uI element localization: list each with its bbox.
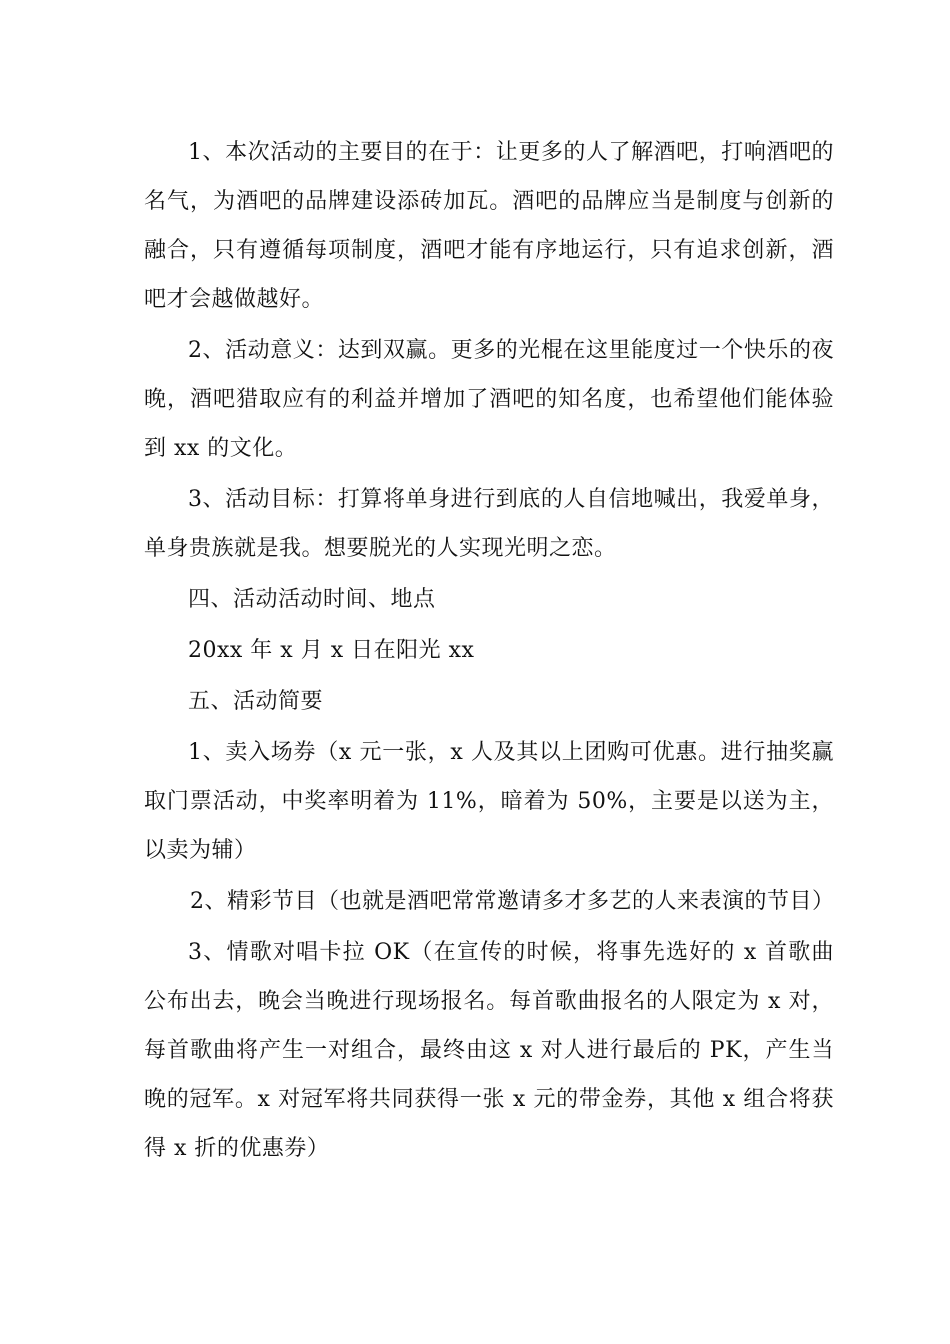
paragraph-performances: 2、精彩节目（也就是酒吧常常邀请多才多艺的人来表演的节目） (190, 889, 835, 914)
document-body (144, 128, 834, 1173)
paragraph-purpose: 1、本次活动的主要目的在于：让更多的人了解酒吧，打响酒吧的名气，为酒吧的品牌建设添砖加瓦。酒吧的品牌应当是制度与创新的融合，只有遵循每项制度，酒吧才能有序地运行，只有追求创新，酒吧才会越做越好。 (144, 140, 834, 312)
paragraph-tickets: 1、卖入场券（x 元一张，x 人及其以上团购可优惠。进行抽奖赢取门票活动，中奖率明着为 11%，暗着为 50%，主要是以送为主，以卖为辅） (144, 740, 834, 863)
paragraph-significance: 2、活动意义：达到双赢。更多的光棍在这里能度过一个快乐的夜晚，酒吧猎取应有的利益并增加了酒吧的知名度，也希望他们能体验到 xx 的文化。 (144, 338, 834, 461)
paragraph-date-location: 20xx 年 x 月 x 日在阳光 xx (188, 638, 475, 663)
section-heading-time-place: 四、活动活动时间、地点 (188, 587, 436, 612)
section-heading-summary: 五、活动简要 (188, 689, 324, 714)
paragraph-karaoke: 3、情歌对唱卡拉 OK（在宣传的时候，将事先选好的 x 首歌曲公布出去，晚会当晚进行现场报名。每首歌曲报名的人限定为 x 对，每首歌曲将产生一对组合，最终由这 x 对人进行最后的 PK，产生当晚的冠军。x 对冠军将共同获得一张 x 元的带金券，其他 x 组合将获得 x 折的优惠券） (144, 940, 834, 1161)
paragraph-goal: 3、活动目标：打算将单身进行到底的人自信地喊出，我爱单身，单身贵族就是我。想要脱光的人实现光明之恋。 (144, 487, 834, 561)
